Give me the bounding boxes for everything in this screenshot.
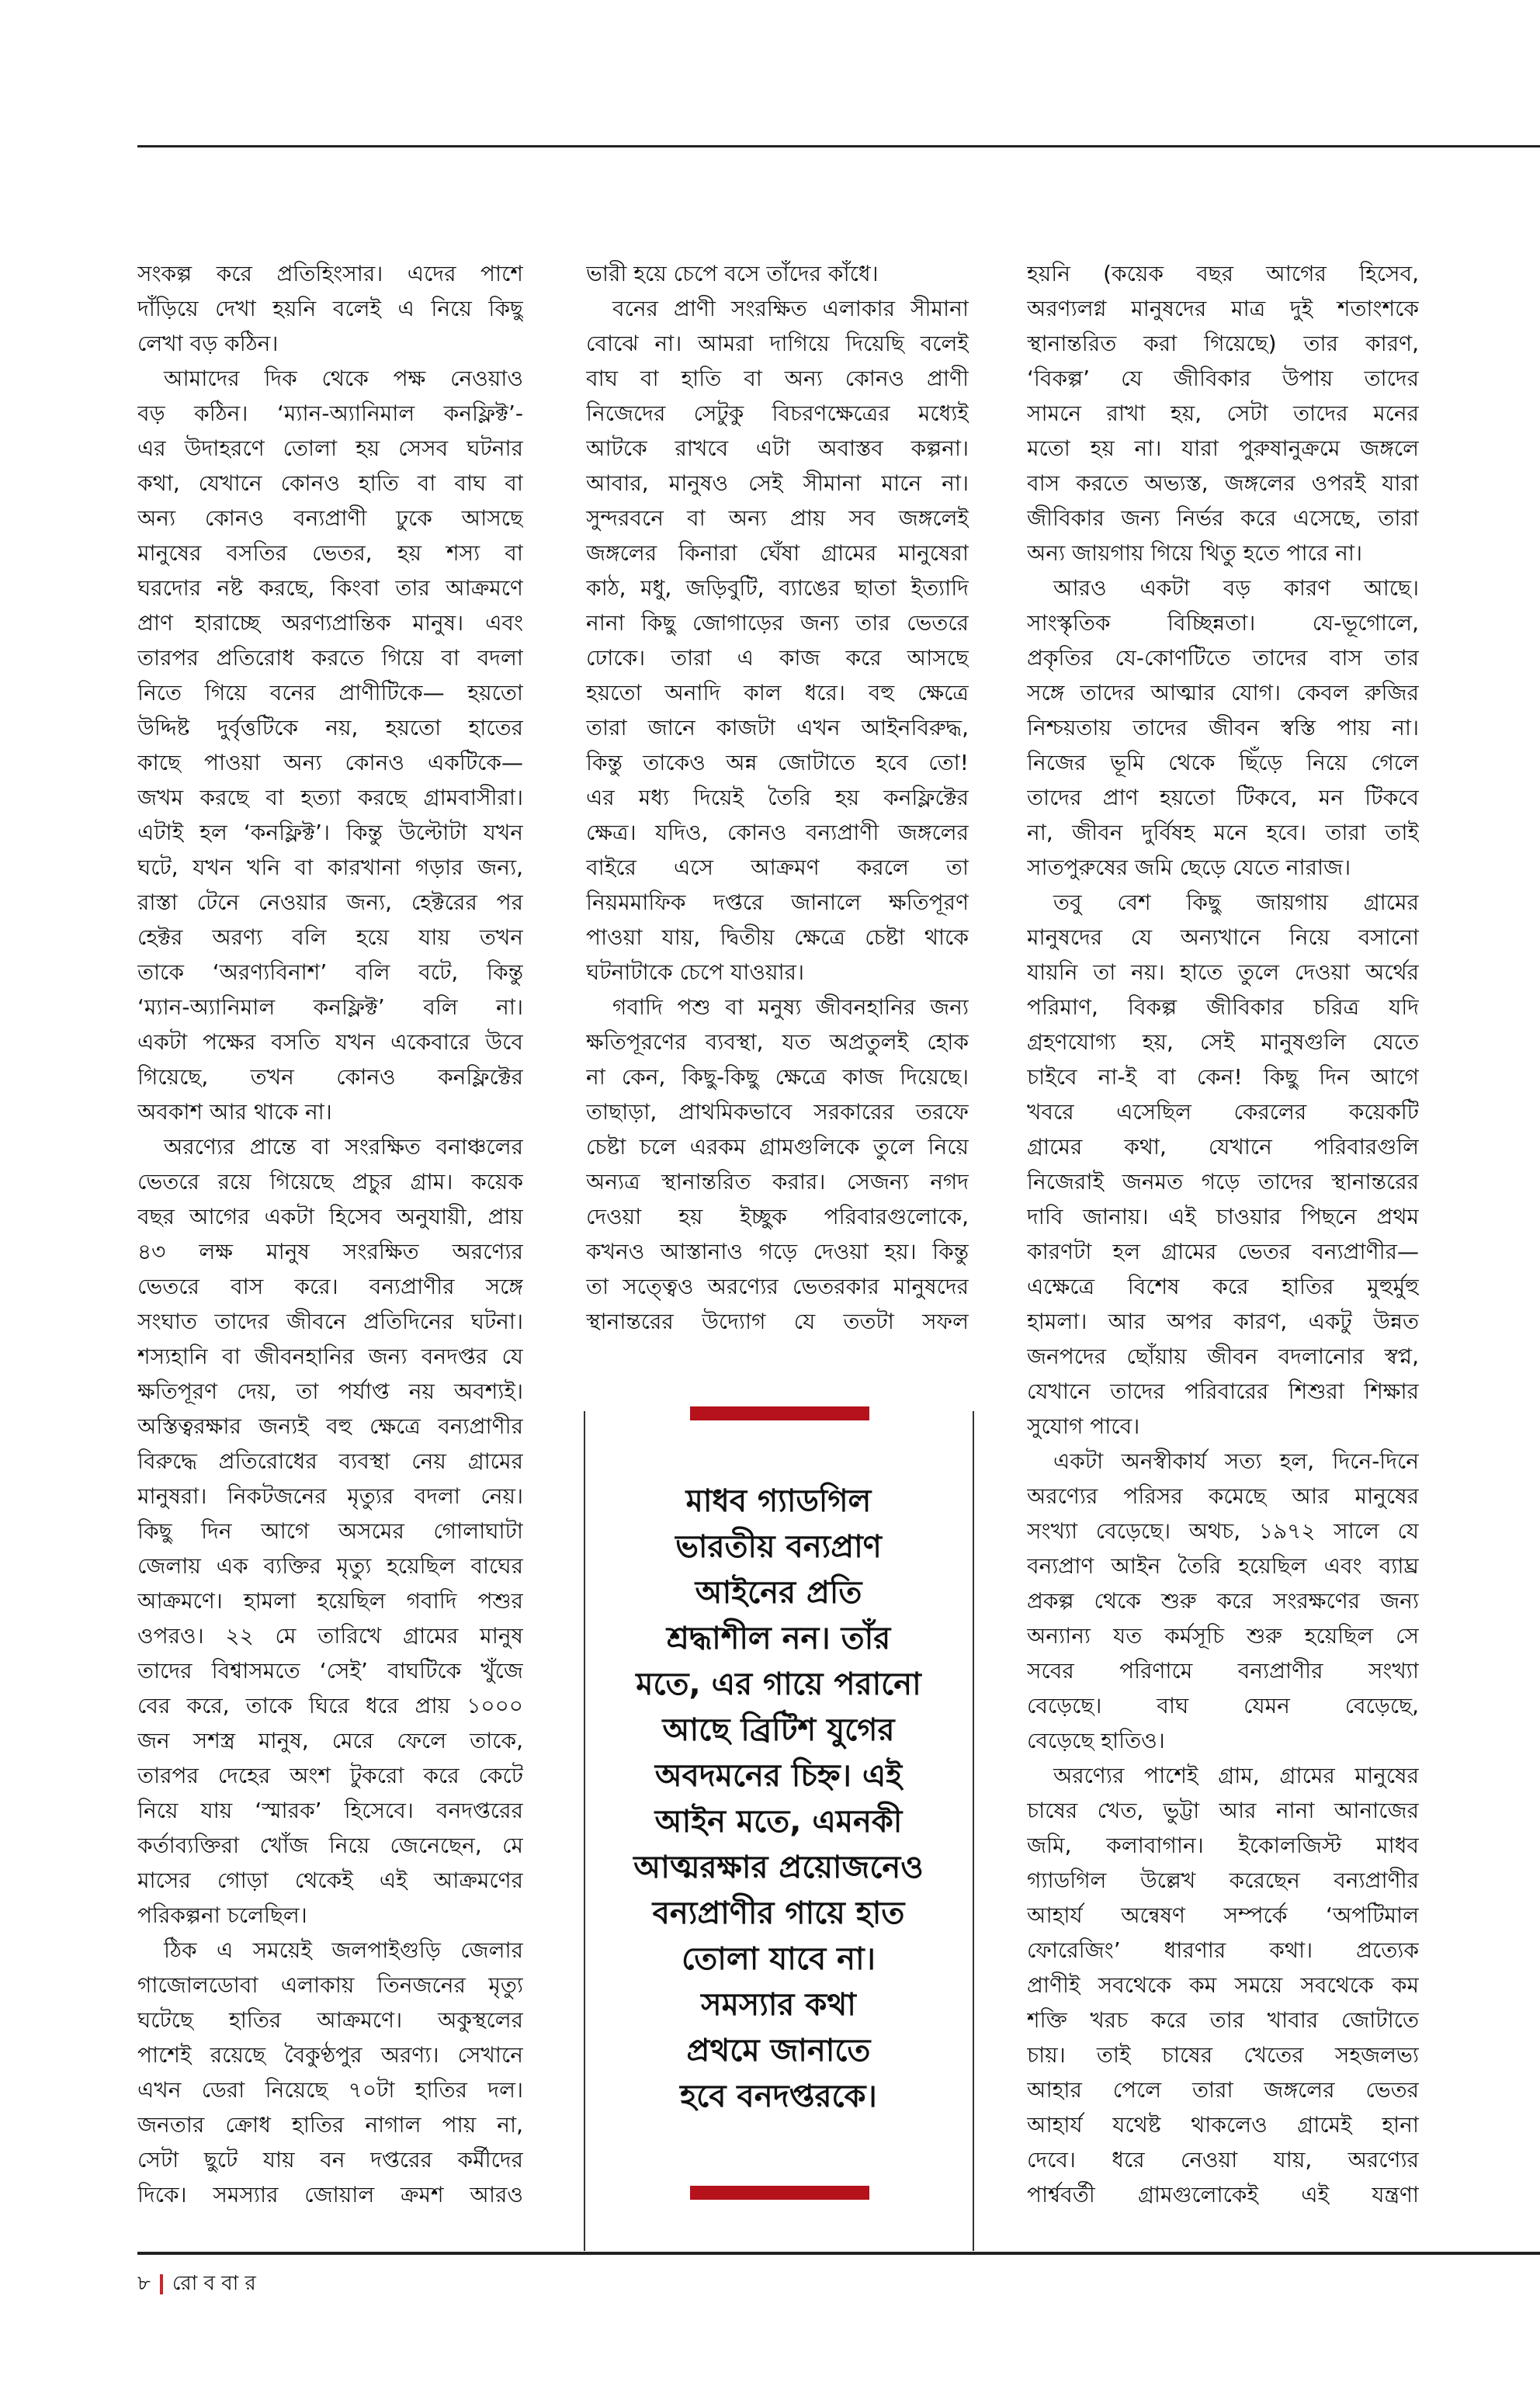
text-line: বেড়েছে হাতিও।	[1027, 1728, 1165, 1753]
text-line: মানুষের বসতির ভেতর, হয় শস্য বা	[137, 540, 523, 566]
text-line: সামনে রাখা হয়, সেটা তাদের মনের	[1027, 401, 1419, 426]
text-line: দাঁড়িয়ে দেখা হয়নি বলেই এ নিয়ে কিছু	[137, 296, 523, 321]
paragraph	[1027, 256, 1419, 571]
text-line: কারণটা হল গ্রামের ভেতর বন্যপ্রাণীর—	[1027, 1239, 1419, 1264]
text-line: নানা কিছু জোগাড়ের জন্য তার ভেতরে	[586, 610, 969, 636]
text-line: গ্যাডগিল উল্লেখ করেছেন বন্যপ্রাণীর	[1027, 1868, 1419, 1893]
text-line: ভেতরে রয়ে গিয়েছে প্রচুর গ্রাম। কয়েক	[137, 1169, 523, 1195]
text-line: গ্রহণযোগ্য হয়, সেই মানুষগুলি যেতে	[1027, 1029, 1419, 1055]
paragraph	[137, 1129, 523, 1933]
text-line: তবু বেশ কিছু জায়গায় গ্রামের	[1053, 890, 1419, 915]
text-line: সুন্দরবনে বা অন্য প্রায় সব জঙ্গলেই	[586, 505, 969, 531]
paragraph	[1027, 1444, 1419, 1758]
text-line: ক্ষতিপূরণের ব্যবস্থা, যত অপ্রতুলই হোক	[586, 1029, 969, 1055]
text-line: ঠিক এ সময়েই জলপাইগুড়ি জেলার	[164, 1937, 523, 1963]
text-line: আরও একটা বড় কারণ আছে।	[1053, 575, 1419, 601]
text-line: শক্তি খরচ করে তার খাবার জোটাতে	[1027, 2007, 1419, 2033]
pull-quote-line: সমস্যার কথা	[701, 1987, 856, 2023]
text-line: ওপরও। ২২ মে তারিখে গ্রামের মানুষ	[137, 1623, 523, 1649]
text-line: চায়। তাই চাষের খেতের সহজলভ্য	[1027, 2042, 1419, 2068]
text-line: কখনও আস্তানাও গড়ে দেওয়া হয়। কিন্তু	[586, 1239, 969, 1264]
text-line: গ্রামের কথা, যেখানে পরিবারগুলি	[1027, 1134, 1419, 1160]
pull-quote-line: আইনের প্রতি	[695, 1575, 862, 1611]
text-line: জখম করছে বা হত্যা করছে গ্রামবাসীরা।	[137, 785, 523, 810]
paragraph	[137, 361, 523, 1129]
text-line: না কেন, কিছু-কিছু ক্ষেত্রে কাজ দিয়েছে।	[586, 1064, 969, 1090]
text-line: রাস্তা টেনে নেওয়ার জন্য, হেক্টরের পর	[137, 890, 523, 915]
text-line: মতো হয় না। যারা পুরুষানুক্রমে জঙ্গলে	[1027, 435, 1419, 461]
text-line: ভেতরে বাস করে। বন্যপ্রাণীর সঙ্গে	[137, 1274, 523, 1299]
text-line: আক্রমণে। হামলা হয়েছিল গবাদি পশুর	[137, 1588, 523, 1614]
text-line: তা সত্ত্বেও অরণ্যের ভেতরকার মানুষদের	[586, 1274, 969, 1299]
text-line: খবরে এসেছিল কেরলের কয়েকটি	[1027, 1099, 1419, 1125]
text-line: শস্যহানি বা জীবনহানির জন্য বনদপ্তর যে	[137, 1344, 523, 1369]
text-line: তারপর দেহের অংশ টুকরো করে কেটে	[137, 1763, 523, 1788]
pull-quote-line: ভারতীয় বন্যপ্রাণ	[675, 1529, 882, 1565]
text-line: বনের প্রাণী সংরক্ষিত এলাকার সীমানা	[612, 296, 969, 321]
article-column-3	[1027, 256, 1419, 2212]
page-footer	[137, 2268, 256, 2299]
paragraph	[586, 256, 969, 291]
text-line: যায়নি তা নয়। হাতে তুলে দেওয়া অর্থের	[1027, 959, 1419, 985]
text-line: ‘বিকল্প’ যে জীবিকার উপায় তাদের	[1027, 366, 1419, 391]
text-line: চাইবে না-ই বা কেন! কিছু দিন আগে	[1027, 1064, 1419, 1090]
text-line: তাদের প্রাণ হয়তো টিকবে, মন টিকবে	[1027, 785, 1419, 810]
text-line: নিজেরাই জনমত গড়ে তাদের স্থানান্তরের	[1027, 1169, 1419, 1195]
text-line: নিজের ভূমি থেকে ছিঁড়ে নিয়ে গেলে	[1027, 750, 1419, 775]
text-line: অন্যত্র স্থানান্তরিত করার। সেজন্য নগদ	[586, 1169, 969, 1195]
text-line: প্রকল্প থেকে শুরু করে সংরক্ষণের জন্য	[1027, 1588, 1419, 1614]
text-line: হয়নি (কয়েক বছর আগের হিসেব,	[1027, 261, 1419, 286]
text-line: নিশ্চয়তায় তাদের জীবন স্বস্তি পায় না।	[1027, 715, 1419, 740]
text-line: যেখানে তাদের পরিবারের শিশুরা শিক্ষার	[1027, 1379, 1419, 1404]
text-line: বন্যপ্রাণ আইন তৈরি হয়েছিল এবং ব্যাঘ্র	[1027, 1553, 1419, 1579]
pull-quote-line: শ্রদ্ধাশীল নন। তাঁর	[666, 1621, 891, 1656]
article-column-2	[586, 256, 969, 1339]
text-line: চাষের খেত, ভুট্টা আর নানা আনাজের	[1027, 1798, 1419, 1823]
text-line: এর মধ্য দিয়েই তৈরি হয় কনফ্লিক্টের	[586, 785, 969, 810]
text-line: প্রাণীই সবথেকে কম সময়ে সবথেকে কম	[1027, 1972, 1419, 1998]
pull-quote	[598, 1479, 959, 2120]
text-line: সাংস্কৃতিক বিচ্ছিন্নতা। যে-ভূগোলে,	[1027, 610, 1419, 636]
text-line: বিরুদ্ধে প্রতিরোধের ব্যবস্থা নেয় গ্রামের	[137, 1448, 523, 1474]
footer-separator	[160, 2274, 163, 2294]
text-line: জীবিকার জন্য নির্ভর করে এসেছে, তারা	[1027, 505, 1419, 531]
text-line: আহার্য অন্বেষণ সম্পর্কে ‘অপটিমাল	[1027, 1902, 1419, 1928]
text-line: অরণ্যলগ্ন মানুষদের মাত্র দুই শতাংশকে	[1027, 296, 1419, 321]
paragraph	[1027, 885, 1419, 1444]
text-line: বাইরে এসে আক্রমণ করলে তা	[586, 855, 969, 880]
text-line: কাঠ, মধু, জড়িবুটি, ব্যাঙের ছাতা ইত্যাদি	[586, 575, 969, 601]
text-line: পরিমাণ, বিকল্প জীবিকার চরিত্র যদি	[1027, 994, 1419, 1020]
text-line: মানুষদের যে অন্যখানে নিয়ে বসানো	[1027, 924, 1419, 950]
pull-quote-right-divider	[973, 1411, 974, 2251]
text-line: জন সশস্ত্র মানুষ, মেরে ফেলে তাকে,	[137, 1728, 523, 1753]
text-line: অন্য জায়গায় গিয়ে থিতু হতে পারে না।	[1027, 540, 1362, 566]
text-line: দেবে। ধরে নেওয়া যায়, অরণ্যের	[1027, 2147, 1419, 2173]
text-line: দেওয়া হয় ইচ্ছুক পরিবারগুলোকে,	[586, 1204, 969, 1229]
text-line: আহার্য যথেষ্ট থাকলেও গ্রামেই হানা	[1027, 2112, 1419, 2138]
text-line: কিন্তু তাকেও অন্ন জোটাতে হবে তো!	[586, 750, 969, 775]
text-line: তাছাড়া, প্রাথমিকভাবে সরকারের তরফে	[586, 1099, 969, 1125]
text-line: আবার, মানুষও সেই সীমানা মানে না।	[586, 470, 969, 496]
text-line: স্থানান্তরিত করা গিয়েছে) তার কারণ,	[1027, 331, 1419, 356]
text-line: একটা অনস্বীকার্য সত্য হল, দিনে-দিনে	[1053, 1448, 1419, 1474]
text-line: বাস করতে অভ্যস্ত, জঙ্গলের ওপরই যারা	[1027, 470, 1419, 496]
text-line: বছর আগের একটা হিসেব অনুযায়ী, প্রায়	[137, 1204, 523, 1229]
text-line: নিতে গিয়ে বনের প্রাণীটিকে— হয়তো	[137, 680, 523, 706]
text-line: তাকে ‘অরণ্যবিনাশ’ বলি বটে, কিন্তু	[137, 959, 523, 985]
text-line: হেক্টর অরণ্য বলি হয়ে যায় তখন	[137, 924, 523, 950]
pull-quote-bottom-bar	[690, 2186, 869, 2200]
text-line: লেখা বড় কঠিন।	[137, 331, 279, 356]
text-line: পার্শ্ববর্তী গ্রামগুলোকেই এই যন্ত্রণা	[1027, 2182, 1419, 2207]
text-line: নিয়ে যায় ‘স্মারক’ হিসেবে। বনদপ্তরের	[137, 1798, 523, 1823]
bottom-rule	[137, 2252, 1540, 2255]
pull-quote-line: মাধব গ্যাডগিল	[685, 1483, 872, 1519]
text-line: গাজোলডোবা এলাকায় তিনজনের মৃত্যু	[137, 1972, 523, 1998]
text-line: ঢোকে। তারা এ কাজ করে আসছে	[586, 645, 969, 671]
pull-quote-line: আছে ব্রিটিশ যুগের	[662, 1712, 895, 1748]
text-line: বাঘ বা হাতি বা অন্য কোনও প্রাণী	[586, 366, 969, 391]
text-line: জনতার ক্রোধ হাতির নাগাল পায় না,	[137, 2112, 523, 2138]
text-line: জেলায় এক ব্যক্তির মৃত্যু হয়েছিল বাঘের	[137, 1553, 523, 1579]
text-line: ৪৩ লক্ষ মানুষ সংরক্ষিত অরণ্যের	[137, 1239, 523, 1264]
paragraph	[586, 990, 969, 1339]
text-line: কাছে পাওয়া অন্য কোনও একটিকে—	[137, 750, 523, 775]
text-line: পরিকল্পনা চলেছিল।	[137, 1902, 307, 1928]
text-line: ঘটে, যখন খনি বা কারখানা গড়ার জন্য,	[137, 855, 523, 880]
text-line: তারা জানে কাজটা এখন আইনবিরুদ্ধ,	[586, 715, 969, 740]
text-line: জমি, কলাবাগান। ইকোলজিস্ট মাধব	[1027, 1833, 1419, 1858]
text-line: উদ্দিষ্ট দুর্বৃত্তটিকে নয়, হয়তো হাতের	[137, 715, 523, 740]
text-line: প্রাণ হারাচ্ছে অরণ্যপ্রান্তিক মানুষ। এবং	[137, 610, 523, 636]
text-line: ঘটনাটাকে চেপে যাওয়ার।	[586, 959, 805, 985]
text-line: গবাদি পশু বা মনুষ্য জীবনহানির জন্য	[612, 994, 969, 1020]
text-line: সেটা ছুটে যায় বন দপ্তরের কর্মীদের	[137, 2147, 523, 2173]
text-line: আমাদের দিক থেকে পক্ষ নেওয়াও	[164, 366, 523, 391]
text-line: স্থানান্তরের উদ্যোগ যে ততটা সফল	[586, 1309, 969, 1334]
text-line: দাবি জানায়। এই চাওয়ার পিছনে প্রথম	[1027, 1204, 1419, 1229]
text-line: সাতপুরুষের জমি ছেড়ে যেতে নারাজ।	[1027, 855, 1351, 880]
text-line: মাসের গোড়া থেকেই এই আক্রমণের	[137, 1868, 523, 1893]
pull-quote-line: আত্মরক্ষার প্রয়োজনেও	[633, 1850, 924, 1885]
text-line: বড় কঠিন। ‘ম্যান-অ্যানিমাল কনফ্লিক্ট’-	[137, 401, 523, 426]
text-line: না, জীবন দুর্বিষহ মনে হবে। তারা তাই	[1027, 820, 1419, 845]
text-line: কিছু দিন আগে অসমের গোলাঘাটা	[137, 1518, 523, 1544]
paragraph	[1027, 1758, 1419, 2212]
pull-quote-line: প্রথমে জানাতে	[686, 2033, 871, 2069]
paragraph	[586, 291, 969, 990]
text-line: বের করে, তাকে ঘিরে ধরে প্রায় ১০০০	[137, 1693, 523, 1718]
text-line: ‘ম্যান-অ্যানিমাল কনফ্লিক্ট’ বলি না।	[137, 994, 523, 1020]
text-line: অস্তিত্বরক্ষার জন্যই বহু ক্ষেত্রে বন্যপ্রাণীর	[137, 1413, 523, 1439]
text-line: ঘটেছে হাতির আক্রমণে। অকুস্থলের	[137, 2007, 523, 2033]
text-line: অন্য কোনও বন্যপ্রাণী ঢুকে আসছে	[137, 505, 523, 531]
text-line: ঘরদোর নষ্ট করছে, কিংবা তার আক্রমণে	[137, 575, 523, 601]
text-line: একটা পক্ষের বসতি যখন একেবারে উবে	[137, 1029, 523, 1055]
text-line: সংখ্যা বেড়েছে। অথচ, ১৯৭২ সালে যে	[1027, 1518, 1419, 1544]
publication-name: রো ব বা র	[172, 2272, 256, 2295]
text-line: জনপদের ছোঁয়ায় জীবন বদলানোর স্বপ্ন,	[1027, 1344, 1419, 1369]
text-line: সঙ্গে তাদের আত্মার যোগ। কেবল রুজির	[1027, 680, 1419, 706]
text-line: হামলা। আর অপর কারণ, একটু উন্নত	[1027, 1309, 1419, 1334]
text-line: তাদের বিশ্বাসমতে ‘সেই’ বাঘটিকে খুঁজে	[137, 1658, 523, 1684]
text-line: মানুষরা। নিকটজনের মৃত্যুর বদলা নেয়।	[137, 1483, 523, 1509]
text-line: জঙ্গলের কিনারা ঘেঁষা গ্রামের মানুষেরা	[586, 540, 969, 566]
text-line: বোঝে না। আমরা দাগিয়ে দিয়েছি বলেই	[586, 331, 969, 356]
text-line: সংকল্প করে প্রতিহিংসার। এদের পাশে	[137, 261, 523, 286]
text-line: অন্যান্য যত কর্মসূচি শুরু হয়েছিল সে	[1027, 1623, 1419, 1649]
text-line: সংঘাত তাদের জীবনে প্রতিদিনের ঘটনা।	[137, 1309, 523, 1334]
text-line: ক্ষতিপূরণ দেয়, তা পর্যাপ্ত নয় অবশ্যই।	[137, 1379, 523, 1404]
text-line: চেষ্টা চলে এরকম গ্রামগুলিকে তুলে নিয়ে	[586, 1134, 969, 1160]
text-line: আটকে রাখবে এটা অবাস্তব কল্পনা।	[586, 435, 969, 461]
text-line: এর উদাহরণে তোলা হয় সেসব ঘটনার	[137, 435, 523, 461]
text-line: আহার পেলে তারা জঙ্গলের ভেতর	[1027, 2077, 1419, 2103]
text-line: গিয়েছে, তখন কোনও কনফ্লিক্টের	[137, 1064, 523, 1090]
text-line: নিজেদের সেটুকু বিচরণক্ষেত্রের মধ্যেই	[586, 401, 969, 426]
text-line: পাশেই রয়েছে বৈকুণ্ঠপুর অরণ্য। সেখানে	[137, 2042, 523, 2068]
pull-quote-top-bar	[690, 1406, 869, 1420]
text-line: প্রকৃতির যে-কোণটিতে তাদের বাস তার	[1027, 645, 1419, 671]
pull-quote-line: অবদমনের চিহ্ন। এই	[654, 1758, 903, 1794]
text-line: ভারী হয়ে চেপে বসে তাঁদের কাঁধে।	[586, 261, 879, 286]
text-line: এটাই হল ‘কনফ্লিক্ট’। কিন্তু উল্টোটা যখন	[137, 820, 523, 845]
pull-quote-line: মতে, এর গায়ে পরানো	[636, 1666, 921, 1702]
text-line: অরণ্যের প্রান্তে বা সংরক্ষিত বনাঞ্চলের	[164, 1134, 523, 1160]
pull-quote-line: হবে বনদপ্তরকে।	[680, 2079, 877, 2114]
text-line: অরণ্যের পাশেই গ্রাম, গ্রামের মানুষের	[1053, 1763, 1419, 1788]
text-line: পাওয়া যায়, দ্বিতীয় ক্ষেত্রে চেষ্টা থাকে	[586, 924, 969, 950]
pull-quote-line: বন্যপ্রাণীর গায়ে হাত	[652, 1895, 905, 1931]
text-line: কথা, যেখানে কোনও হাতি বা বাঘ বা	[137, 470, 523, 496]
text-line: এক্ষেত্রে বিশেষ করে হাতির মুহুর্মুহু	[1027, 1274, 1419, 1299]
text-line: হয়তো অনাদি কাল ধরে। বহু ক্ষেত্রে	[586, 680, 969, 706]
page-number: ৮	[137, 2272, 151, 2295]
text-line: এখন ডেরা নিয়েছে ৭০টা হাতির দল।	[137, 2077, 523, 2103]
text-line: অরণ্যের পরিসর কমেছে আর মানুষের	[1027, 1483, 1419, 1509]
pull-quote-left-divider	[584, 1411, 585, 2251]
text-line: তারপর প্রতিরোধ করতে গিয়ে বা বদলা	[137, 645, 523, 671]
text-line: দিকে। সমস্যার জোয়াল ক্রমশ আরও	[137, 2182, 523, 2207]
text-line: কর্তাব্যক্তিরা খোঁজ নিয়ে জেনেছেন, মে	[137, 1833, 523, 1858]
paragraph	[137, 256, 523, 361]
text-line: নিয়মমাফিক দপ্তরে জানালে ক্ষতিপূরণ	[586, 890, 969, 915]
text-line: অবকাশ আর থাকে না।	[137, 1099, 332, 1125]
paragraph	[137, 1933, 523, 2212]
text-line: ক্ষেত্র। যদিও, কোনও বন্যপ্রাণী জঙ্গলের	[586, 820, 969, 845]
top-rule	[137, 145, 1540, 147]
article-column-1	[137, 256, 523, 2212]
pull-quote-line: তোলা যাবে না।	[682, 1941, 876, 1977]
text-line: সবের পরিণামে বন্যপ্রাণীর সংখ্যা	[1027, 1658, 1419, 1684]
text-line: সুযোগ পাবে।	[1027, 1413, 1140, 1439]
text-line: বেড়েছে। বাঘ যেমন বেড়েছে,	[1027, 1693, 1419, 1718]
paragraph	[1027, 571, 1419, 885]
text-line: ফোরেজিং’ ধারণার কথা। প্রত্যেক	[1027, 1937, 1419, 1963]
pull-quote-line: আইন মতে, এমনকী	[654, 1804, 903, 1840]
